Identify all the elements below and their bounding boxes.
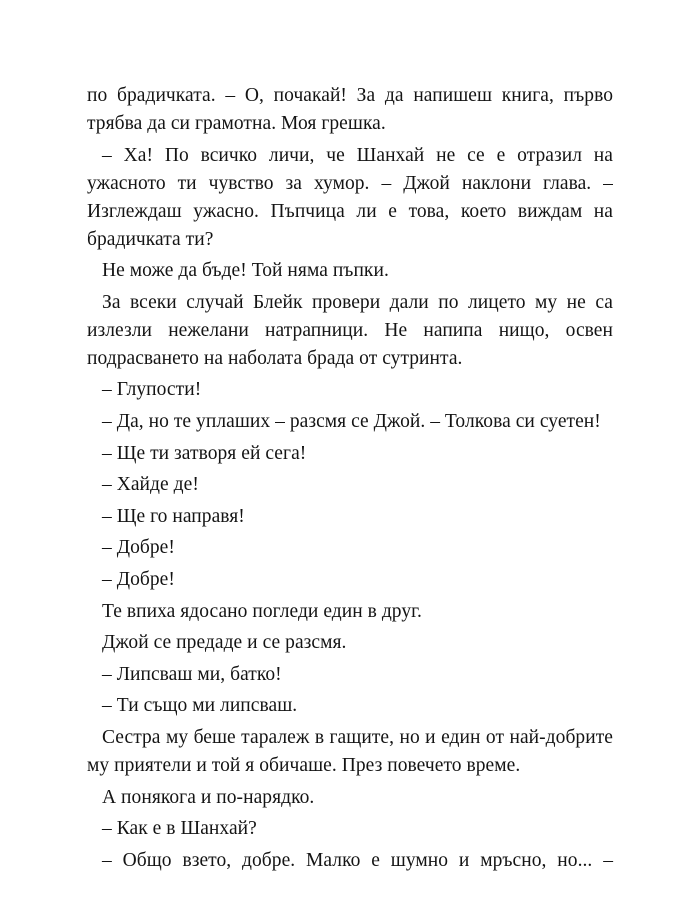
paragraph: Не може да бъде! Той няма пъпки. — [102, 260, 389, 282]
paragraph: За всеки случай Блейк провери дали по лицето му не са излезли нежелани натрапници. Не напипа нищо, освен подрасването на наболата брада от сутринта. — [87, 291, 613, 369]
paragraph: Те впиха ядосано погледи един в друг. — [102, 600, 422, 622]
paragraph: по брадичката. – О, почакай! За да напишеш книга, първо трябва да си грамотна. Моя грешка. — [87, 85, 613, 134]
paragraph: Джой се предаде и се разсмя. — [102, 632, 347, 654]
paragraph: А понякога и по-нарядко. — [102, 786, 315, 808]
paragraph: – Общо взето, добре. Малко е шумно и мръсно, но... – — [102, 849, 613, 871]
paragraph: – Ти също ми липсваш. — [102, 695, 298, 717]
page-text — [87, 82, 613, 878]
paragraph: – Как е в Шанхай? — [102, 818, 257, 840]
paragraph: – Глупости! — [102, 379, 202, 401]
paragraph: – Липсваш ми, батко! — [102, 663, 282, 685]
paragraph: – Ще ти затворя ей сега! — [102, 442, 307, 464]
paragraph: – Хайде де! — [102, 474, 199, 496]
paragraph: – Добре! — [102, 537, 175, 559]
paragraph: – Ха! По всичко личи, че Шанхай не се е отразил на ужасното ти чувство за хумор. – Джой наклони глава. – Изглеждаш ужасно. Пъпчица ли е това, което виждам на брадичката ти? — [87, 144, 613, 250]
paragraph: – Добре! — [102, 568, 175, 590]
paragraph: – Ще го направя! — [102, 505, 245, 527]
paragraph: – Да, но те уплаших – разсмя се Джой. – Толкова си суетен! — [102, 410, 601, 432]
paragraph: Сестра му беше таралеж в гащите, но и един от най-добрите му приятели и той я обичаше. През повечето време. — [87, 726, 613, 776]
